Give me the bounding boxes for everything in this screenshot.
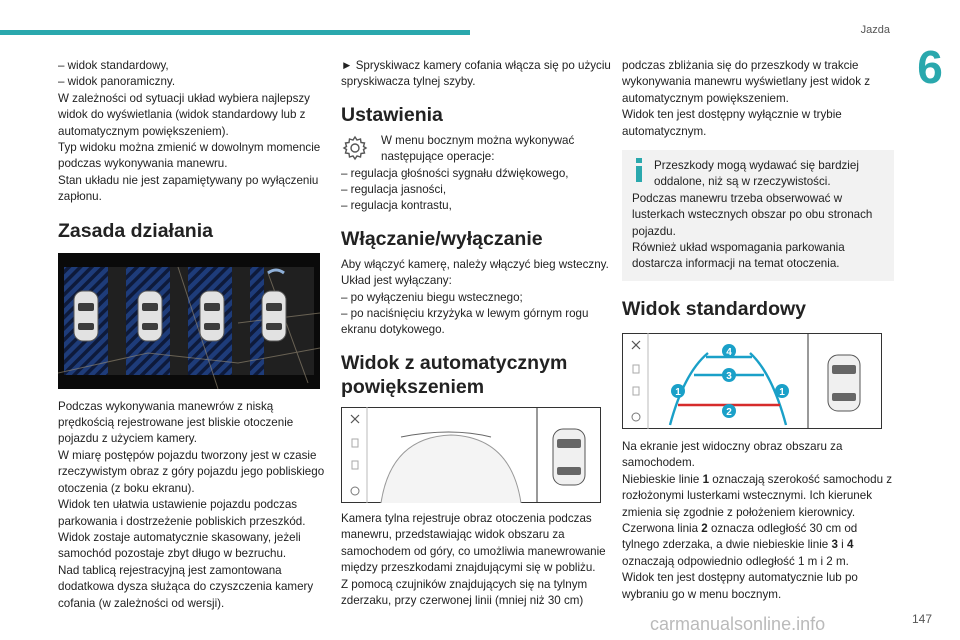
info-text: Przeszkody mogą wydawać się bardziej oddalone, niż są w rzeczywistości. [654,159,859,189]
heading-settings: Ustawienia [341,103,443,126]
text-run: oznaczają szerokość samochodu z rozłożonymi lusterkami wstecznymi. Ich kierunek zmienia się zgodnie z położeniem kierownicy. [622,472,893,519]
paragraph-line2 [622,521,894,570]
paragraph: Z pomocą czujników znajdujących się na tylnym zderzaku, przy czerwonej linii (mniej niż 30 cm) [341,577,588,607]
paragraph: ► Spryskiwacz kamery cofania włącza się po użyciu spryskiwacza tylnej szyby. [341,59,611,89]
svg-text:2: 2 [726,406,732,418]
marker-1-right-icon [775,384,789,398]
text-run: oznaczają odpowiednio odległość 1 m i 2 m. [622,554,849,568]
column-2 [341,58,613,609]
column-3 [622,58,894,603]
marker-1-left-icon [671,384,685,398]
surround-view-illustration [58,253,320,389]
svg-text:1: 1 [675,386,681,398]
info-text: Również układ wspomagania parkowania dostarcza informacji na temat otoczenia. [632,241,845,271]
paragraph: W zależności od sytuacji układ wybiera najlepszy widok do wyświetlania (widok standardowy lub z automatycznym powiększeniem). [58,91,310,138]
standard-view-illustration [622,333,882,429]
heading-principle: Zasada działania [58,219,213,242]
svg-text:3: 3 [726,370,732,382]
text-run: Czerwona linia [622,521,702,535]
paragraph: Widok ten jest dostępny wyłącznie w trybie automatycznym. [622,108,842,138]
paragraph-line1 [622,472,894,521]
list-item: – po naciśnięciu krzyżyka w lewym górnym rogu ekranu dotykowego. [341,307,589,337]
paragraph: W miarę postępów pojazdu tworzony jest w czasie rzeczywistym obraz z góry pojazdu jego pobliskiego otoczenia (z boku ekranu). [58,448,325,495]
info-text: Podczas manewru trzeba obserwować w lusterkach wstecznych obszar po obu stronach pojazdu. [632,191,873,238]
marker-4-icon [722,344,736,358]
heading-standard-view: Widok standardowy [622,297,807,320]
list-item: – regulacja kontrastu, [341,199,452,213]
info-box [622,150,894,281]
settings-note [341,133,613,166]
paragraph: Nad tablicą rejestracyjną jest zamontowana dodatkowa dysza służąca do czyszczenia kamery cofania (w zależności od wersji). [58,563,314,610]
list-item: – regulacja jasności, [341,183,447,197]
paragraph: Układ jest wyłączany: [341,274,452,288]
text-run-bold: 3 [831,538,838,552]
svg-text:4: 4 [726,346,732,358]
list-item: – po wyłączeniu biegu wstecznego; [341,290,523,304]
paragraph: Aby włączyć kamerę, należy włączyć bieg wsteczny. [341,257,609,271]
settings-note-text: W menu bocznym można wykonywać następujące operacje: [381,133,575,164]
paragraph: Na ekranie jest widoczny obraz obszaru za samochodem. [622,439,843,470]
page-number: 147 [912,612,933,626]
running-header: Jazda [860,24,890,36]
chapter-color-bar [0,30,470,35]
chapter-number: 6 [917,41,943,93]
text-run-bold: 4 [846,538,854,552]
paragraph: Typ widoku można zmienić w dowolnym momencie podczas wykonywania manewru. [58,141,321,171]
paragraph: Widok ten jest dostępny automatycznie lub po wybraniu go w menu bocznym. [622,571,858,601]
info-icon [632,158,646,187]
svg-text:1: 1 [779,386,785,398]
paragraph: Stan układu nie jest zapamiętywany po wyłączeniu zapłonu. [58,173,319,204]
heading-on-off: Włączanie/wyłączanie [341,227,543,250]
heading-auto-zoom: Widok z automatycznym powiększeniem [341,351,568,398]
paragraph: Widok ten ułatwia ustawienie pojazdu podczas parkowania i dostrzeżenie pobliskich przeszkód. [58,498,306,528]
paragraph: podczas zbliżania się do przeszkody w trakcie wykonywania manewru wyświetlany jest widok z automatycznym powiększeniem. [622,59,871,105]
column-1 [58,58,330,612]
paragraph: Podczas wykonywania manewrów z niską prędkością rejestrowane jest bliskie otoczenie pojazdu z użyciem kamery. [58,399,294,446]
paragraph: – widok panoramiczny. [58,75,176,89]
gear-icon [341,134,369,167]
text-run-bold: 2 [701,521,708,535]
paragraph: – widok standardowy, [58,59,169,72]
text-run: Niebieskie linie [622,472,703,486]
text-run-bold: 1 [702,472,710,486]
text-run: i [837,538,847,552]
marker-3-icon [722,368,736,382]
list-item: – regulacja głośności sygnału dźwiękowego, [341,166,569,180]
text-run: oznacza odległość 30 cm od tylnego zderzaka, a dwie niebieskie linie [622,521,858,552]
auto-zoom-screen-illustration [341,407,601,503]
paragraph: Kamera tylna rejestruje obraz otoczenia podczas manewru, przedstawiając widok obszaru za samochodem od góry, co umożliwia manewrowanie między przeszkodami znajdującymi się w pobliżu. [341,511,606,575]
watermark: carmanualsonline.info [650,614,826,634]
paragraph: Widok zostaje automatycznie skasowany, jeżeli samochód pozostaje zbyt długo w bezruchu. [58,530,301,561]
marker-2-icon [722,404,736,418]
